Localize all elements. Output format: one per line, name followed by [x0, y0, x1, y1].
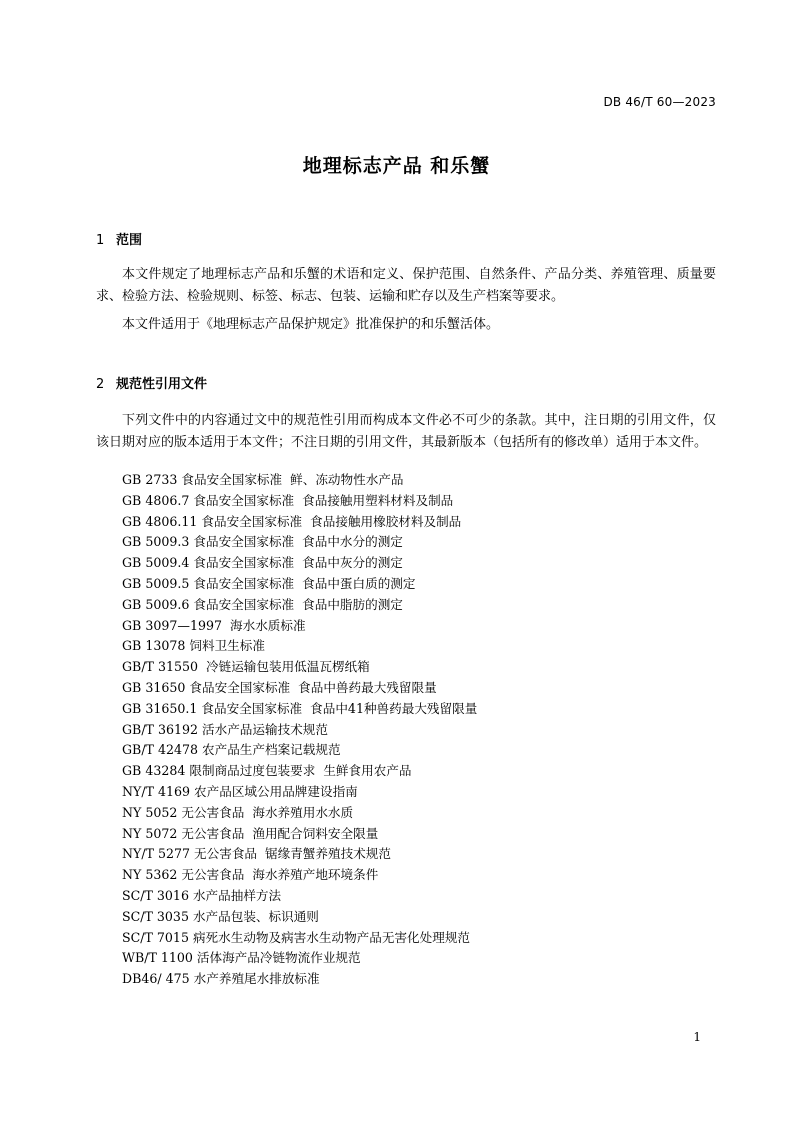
section-2-number: 2 [96, 377, 105, 392]
section-2-intro: 下列文件中的内容通过文中的规范性引用而构成本文件必不可少的条款。其中，注日期的引用文件，仅该日期对应的版本适用于本文件；不注日期的引用文件，其最新版本（包括所有的修改单）适用于本文件。 [96, 413, 716, 450]
reference-item: GB 3097—1997 海水水质标准 [122, 617, 306, 633]
document-code: DB 46/T 60—2023 [603, 95, 716, 109]
section-1-number: 1 [96, 233, 105, 248]
reference-item: GB 13078 饲料卫生标准 [122, 638, 265, 654]
reference-item: GB 31650 食品安全国家标准 食品中兽药最大残留限量 [122, 679, 437, 695]
reference-item: NY/T 4169 农产品区域公用品牌建设指南 [122, 783, 358, 799]
reference-item: GB 31650.1 食品安全国家标准 食品中41种兽药最大残留限量 [122, 700, 478, 716]
reference-item: GB 2733 食品安全国家标准 鲜、冻动物性水产品 [122, 472, 404, 487]
reference-item: NY 5052 无公害食品 海水养殖用水水质 [122, 804, 354, 820]
page-number: 1 [693, 1030, 701, 1044]
reference-item: SC/T 3035 水产品包装、标识通则 [122, 908, 319, 924]
reference-item: NY/T 5277 无公害食品 锯缘青蟹养殖技术规范 [122, 846, 391, 862]
reference-item: GB/T 31550 冷链运输包装用低温瓦楞纸箱 [122, 659, 370, 675]
reference-item: NY 5362 无公害食品 海水养殖产地环境条件 [122, 867, 379, 883]
section-2-title: 规范性引用文件 [116, 377, 208, 392]
reference-item: WB/T 1100 活体海产品冷链物流作业规范 [122, 950, 361, 966]
section-1-paragraph-2: 本文件适用于《地理标志产品保护规定》批准保护的和乐蟹活体。 [122, 317, 500, 332]
reference-item: GB 5009.4 食品安全国家标准 食品中灰分的测定 [122, 555, 403, 571]
section-2-heading [96, 373, 207, 392]
reference-item: DB46/ 475 水产养殖尾水排放标准 [122, 971, 320, 987]
reference-item: GB 4806.7 食品安全国家标准 食品接触用塑料材料及制品 [122, 492, 454, 508]
document-title: 地理标志产品 和乐蟹 [302, 155, 491, 177]
section-1-paragraph-1: 本文件规定了地理标志产品和乐蟹的术语和定义、保护范围、自然条件、产品分类、养殖管理、质量要求、检验方法、检验规则、标签、标志、包装、运输和贮存以及生产档案等要求。 [96, 267, 716, 304]
reference-item: GB 5009.3 食品安全国家标准 食品中水分的测定 [122, 534, 403, 550]
reference-item: GB/T 36192 活水产品运输技术规范 [122, 721, 328, 737]
reference-item: GB/T 42478 农产品生产档案记载规范 [122, 742, 341, 758]
reference-item: GB 43284 限制商品过度包装要求 生鲜食用农产品 [122, 763, 412, 779]
reference-item: SC/T 3016 水产品抽样方法 [122, 887, 282, 903]
reference-item: NY 5072 无公害食品 渔用配合饲料安全限量 [122, 825, 379, 841]
reference-item: SC/T 7015 病死水生动物及病害水生动物产品无害化处理规范 [122, 929, 471, 945]
reference-item: GB 4806.11 食品安全国家标准 食品接触用橡胶材料及制品 [122, 513, 462, 529]
section-1-heading [96, 229, 142, 248]
reference-list [122, 470, 477, 990]
reference-item: GB 5009.5 食品安全国家标准 食品中蛋白质的测定 [122, 575, 416, 591]
section-1-title: 范围 [116, 233, 143, 248]
reference-item: GB 5009.6 食品安全国家标准 食品中脂肪的测定 [122, 596, 403, 612]
